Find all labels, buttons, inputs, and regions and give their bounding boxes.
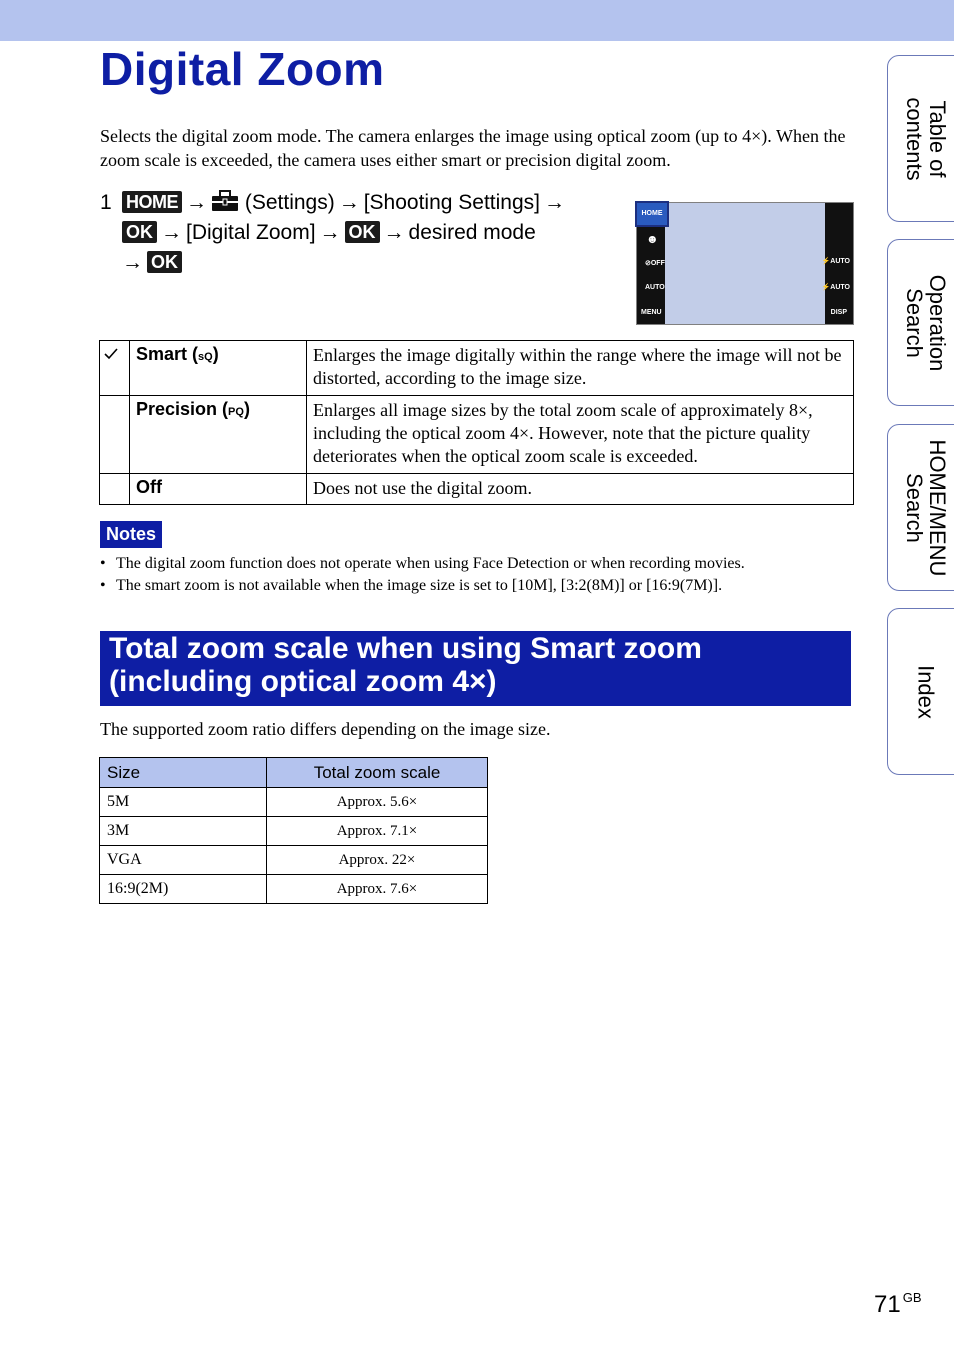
- page-number: 71 $^{GB}$: [874, 1290, 922, 1318]
- face-icon: ☻: [646, 232, 659, 246]
- tab-operation-search[interactable]: [887, 239, 954, 406]
- table-row: [100, 341, 854, 396]
- arrow-icon: →: [122, 251, 143, 274]
- scale-cell: Approx. 7.1×: [267, 817, 488, 846]
- arrow-icon: →: [186, 191, 207, 214]
- size-cell: VGA: [100, 846, 267, 875]
- ok-button-icon: OK: [345, 221, 380, 243]
- column-header-scale: Total zoom scale: [267, 758, 488, 788]
- settings-label: (Settings): [244, 191, 335, 214]
- menu-label: MENU: [641, 309, 662, 316]
- zoom-mode-table: [99, 340, 854, 505]
- mode-description: Does not use the digital zoom.: [307, 474, 854, 505]
- list-item: • The smart zoom is not available when the image size is set to [10M], [3:2(8M)] or [16:9(7M)].: [100, 575, 860, 597]
- mode-name: Off: [130, 474, 307, 505]
- camera-home-button: HOME: [635, 201, 669, 227]
- mode-name: Precision (PQ): [130, 396, 307, 474]
- precision-zoom-icon: PQ: [228, 406, 244, 418]
- scale-cell: Approx. 22×: [267, 846, 488, 875]
- mode-description: Enlarges the image digitally within the range where the image will not be distorted, according to the image size.: [307, 341, 854, 396]
- header-band: [0, 0, 954, 41]
- tab-label: Table of contents: [902, 96, 950, 181]
- table-row: [100, 474, 854, 505]
- scale-cell: Approx. 7.6×: [267, 875, 488, 904]
- table-row: [100, 788, 488, 817]
- scale-cell: Approx. 5.6×: [267, 788, 488, 817]
- list-item: • The digital zoom function does not operate when using Face Detection or when recording movies.: [100, 553, 860, 575]
- size-cell: 16:9(2M): [100, 875, 267, 904]
- camera-screen-illustration: [636, 202, 854, 325]
- mode-name: Smart (sQ): [130, 341, 307, 396]
- arrow-icon: →: [383, 221, 405, 244]
- ok-button-icon: OK: [122, 221, 157, 243]
- page-title: Digital Zoom: [100, 43, 385, 95]
- checkmark-cell: [100, 474, 130, 505]
- scene-auto-icon: AUTO: [645, 284, 665, 291]
- tab-table-of-contents[interactable]: [887, 55, 954, 222]
- tab-label: Index: [913, 664, 939, 719]
- home-button-icon: HOME: [122, 191, 182, 213]
- intro-text: Selects the digital zoom mode. The camera enlarges the image using optical zoom (up to 4×). When the zoom scale is exceeded, the camera uses either smart or precision digital zoom.: [100, 126, 846, 170]
- arrow-icon: →: [161, 221, 182, 244]
- zoom-scale-table: [99, 757, 488, 904]
- arrow-icon: →: [338, 191, 360, 214]
- section-heading: Total zoom scale when using Smart zoom (including optical zoom 4×): [100, 631, 851, 706]
- column-header-size: Size: [100, 758, 267, 788]
- shooting-settings-label: [Shooting Settings]: [363, 191, 541, 214]
- digital-zoom-label: [Digital Zoom]: [186, 221, 316, 244]
- arrow-icon: →: [544, 191, 566, 214]
- table-row: [100, 817, 488, 846]
- default-checkmark-cell: [100, 341, 130, 396]
- checkmark-icon: [104, 348, 118, 360]
- tab-label: HOME/MENU Search: [902, 439, 950, 576]
- arrow-icon: →: [319, 221, 341, 244]
- table-row: [100, 846, 488, 875]
- table-header-row: [100, 758, 488, 788]
- table-row: [100, 875, 488, 904]
- size-cell: 3M: [100, 817, 267, 846]
- tab-index[interactable]: [887, 608, 954, 775]
- tab-home-menu-search[interactable]: [887, 424, 954, 591]
- size-cell: 5M: [100, 788, 267, 817]
- tab-label: Operation Search: [902, 274, 950, 371]
- toolbox-icon: [211, 191, 239, 214]
- ok-button-icon: OK: [147, 251, 182, 273]
- section-intro: The supported zoom ratio differs depending on the image size.: [100, 719, 551, 739]
- checkmark-cell: [100, 396, 130, 474]
- flash-auto-icon: ⚡AUTO: [821, 258, 850, 265]
- desired-mode-label: desired mode: [408, 221, 536, 244]
- disp-label: DISP: [830, 309, 847, 316]
- table-row: [100, 396, 854, 474]
- procedure-step: [100, 188, 620, 278]
- self-timer-icon: ⊘OFF: [645, 260, 665, 267]
- step-number: 1: [100, 191, 112, 214]
- notes-list: [100, 553, 860, 597]
- flash-auto-icon: ⚡AUTO: [821, 284, 850, 291]
- notes-badge: Notes: [100, 521, 162, 548]
- smart-zoom-icon: sQ: [198, 351, 213, 363]
- page-suffix: GB: [902, 1290, 922, 1305]
- mode-description: Enlarges all image sizes by the total zoom scale of approximately 8×, including the optical zoom 4×. However, note that the picture quality deteriorates when the optical zoom scale is exceeded.: [307, 396, 854, 474]
